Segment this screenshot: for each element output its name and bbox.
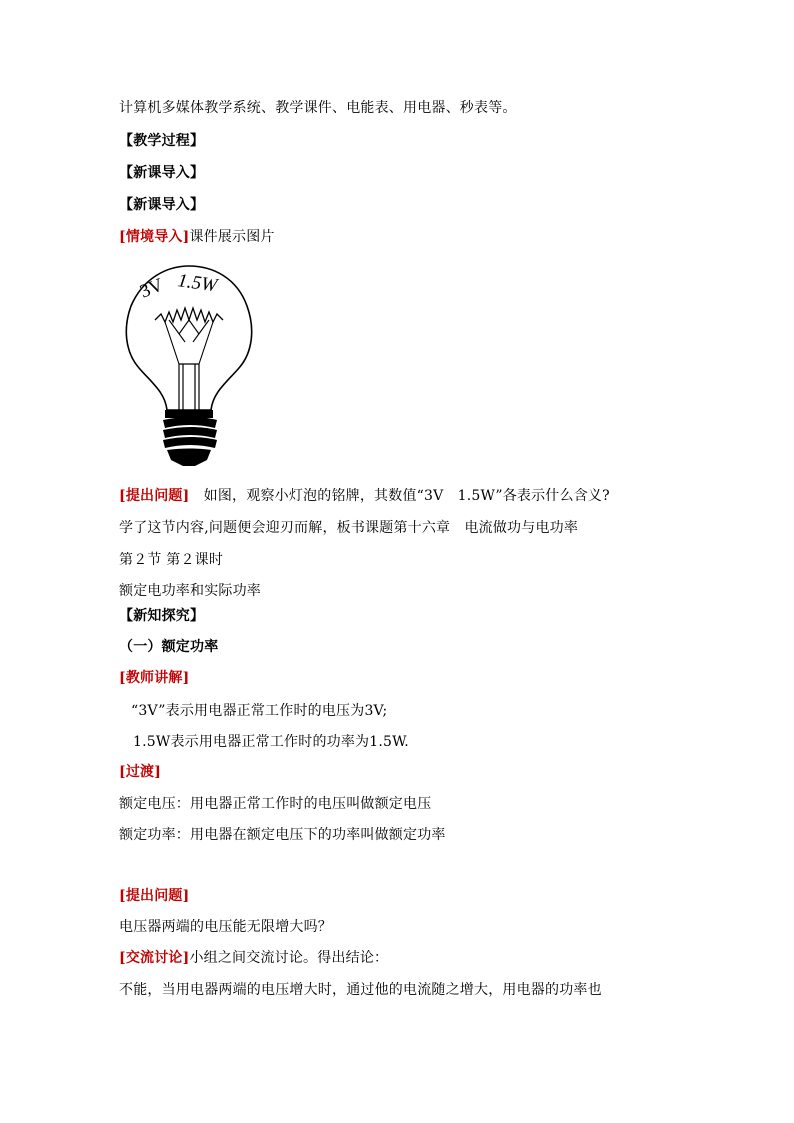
bulb-base-thread-2	[163, 427, 217, 438]
bulb-base-thread-3	[163, 437, 217, 448]
conclusion-text: 不能，当用电器两端的电压增大时，通过他的电流随之增大，用电器的功率也	[119, 982, 602, 998]
bulb-base-top	[165, 410, 213, 418]
heading-new-lesson-intro-1: 【新课导入】	[119, 165, 205, 181]
heading-new-knowledge: 【新知探究】	[119, 608, 205, 624]
topic-text: 额定电功率和实际功率	[119, 583, 261, 599]
bulb-support-wires	[165, 320, 213, 364]
discussion-text: 小组之间交流讨论。得出结论：	[189, 950, 389, 966]
after-learning-text: 学了这节内容,问题便会迎刃而解，板书课题第十六章 电流做功与电功率	[119, 520, 579, 536]
scene-intro-line	[119, 227, 275, 247]
discussion-tag: [交流讨论]	[119, 950, 190, 966]
question-tag-2: [提出问题]	[119, 888, 190, 904]
heading-new-lesson-intro-2: 【新课导入】	[119, 197, 205, 213]
transition-tag: [过渡]	[119, 764, 162, 780]
section-text: 第２节 第２课时	[119, 552, 224, 568]
light-bulb-illustration	[121, 264, 257, 474]
question-text-1: 如图，观察小灯泡的铭牌，其数值“3V 1.5W”各表示什么含义?	[189, 488, 610, 504]
scene-intro-text: 课件展示图片	[189, 229, 275, 245]
question-text-2: 电压器两端的电压能无限增大吗？	[119, 919, 332, 935]
bulb-label-power: 1.5W	[176, 270, 219, 297]
rated-power-definition: 额定功率：用电器在额定电压下的功率叫做额定功率	[119, 827, 446, 843]
bulb-label-voltage: 3V	[137, 274, 167, 303]
question-tag-1: [提出问题]	[119, 488, 190, 504]
heading-teaching-process: 【教学过程】	[119, 133, 205, 149]
heading-rated-power: （一）额定功率	[119, 639, 219, 655]
bulb-stem	[179, 364, 199, 410]
explain-line-1: “3V”表示用电器正常工作时的电压为3V;	[131, 703, 388, 719]
materials-text: 计算机多媒体教学系统、教学课件、电能表、用电器、秒表等。	[119, 100, 517, 116]
scene-intro-tag: [情境导入]	[119, 229, 190, 245]
discussion-line	[119, 948, 388, 968]
bulb-base-thread-1	[163, 417, 217, 428]
rated-voltage-definition: 额定电压：用电器正常工作时的电压叫做额定电压	[119, 796, 432, 812]
teacher-explain-tag: [教师讲解]	[119, 670, 190, 686]
question-line-1	[119, 486, 610, 506]
explain-line-2: 1.5W表示用电器正常工作时的功率为1.5W.	[133, 734, 409, 750]
bulb-base-tip	[167, 449, 211, 467]
